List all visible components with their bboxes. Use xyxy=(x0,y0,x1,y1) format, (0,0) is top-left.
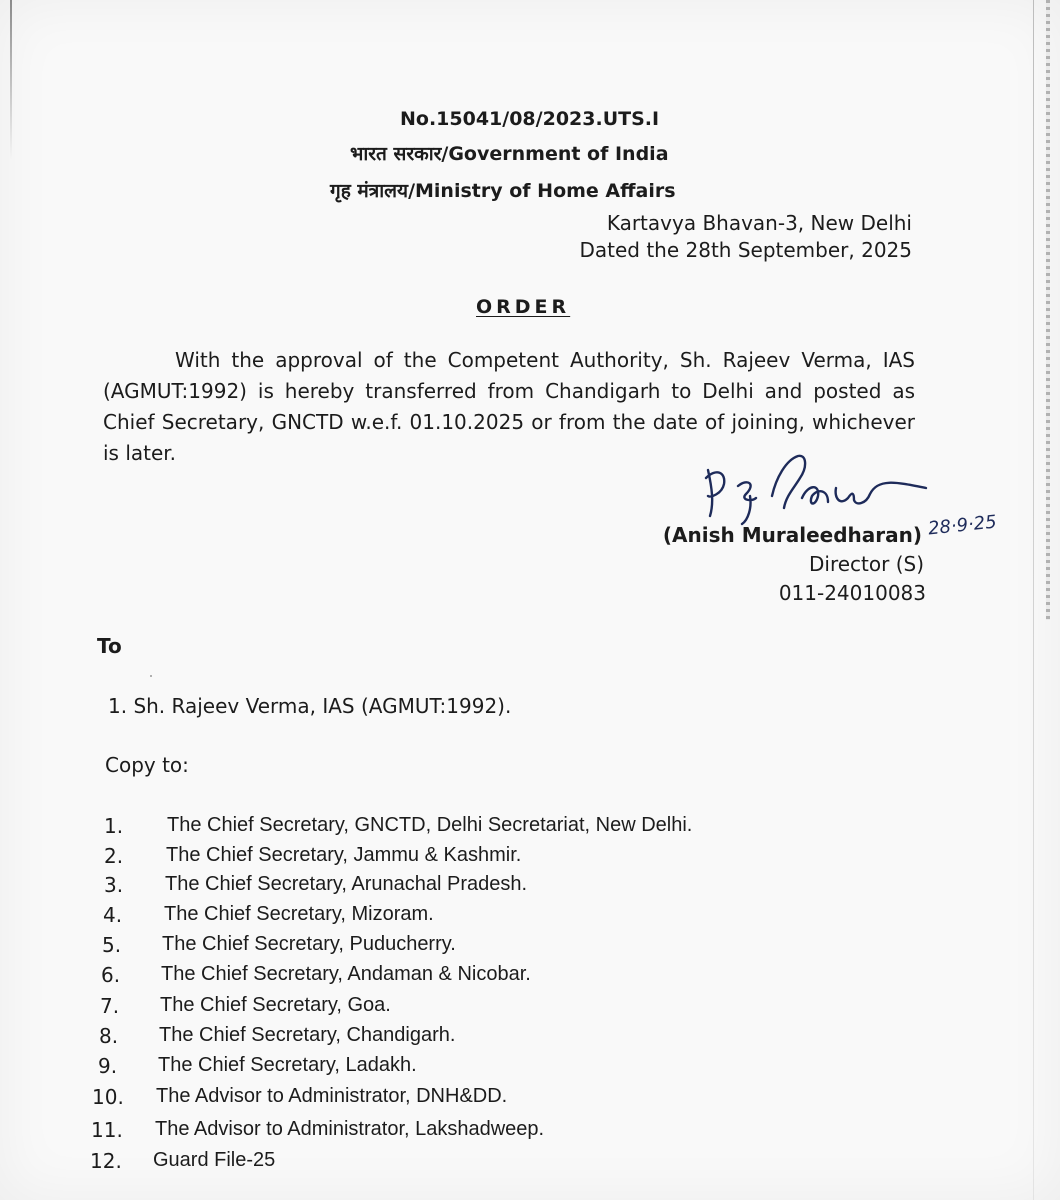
copy-item-text: The Chief Secretary, Puducherry. xyxy=(162,933,456,955)
copy-item-number: 6. xyxy=(101,963,121,987)
copy-item-number: 2. xyxy=(104,844,124,868)
copy-item-text: The Chief Secretary, Arunachal Pradesh. xyxy=(165,873,528,895)
copy-item-text: The Chief Secretary, Mizoram. xyxy=(164,903,434,925)
paper-speck xyxy=(150,675,152,677)
signatory-phone: 011-24010083 xyxy=(778,581,926,605)
copy-item-text: The Advisor to Administrator, Lakshadweep. xyxy=(155,1118,545,1140)
signature-date: 28·9·25 xyxy=(927,511,998,540)
copy-to-label: Copy to: xyxy=(105,753,189,777)
copy-item-text: The Chief Secretary, Jammu & Kashmir. xyxy=(166,844,522,866)
copy-item-number: 4. xyxy=(103,903,123,927)
copy-item-number: 5. xyxy=(102,933,122,957)
copy-item-number: 10. xyxy=(92,1085,124,1109)
government-heading: भारत सरकार/Government of India xyxy=(350,143,669,165)
copy-item-text: The Chief Secretary, Ladakh. xyxy=(158,1054,417,1076)
order-date: Dated the 28th September, 2025 xyxy=(579,238,912,262)
ministry-heading: गृह मंत्रालय/Ministry of Home Affairs xyxy=(330,180,676,202)
to-label: To xyxy=(97,634,122,658)
signatory-designation: Director (S) xyxy=(809,552,924,576)
copy-item-text: The Chief Secretary, Chandigarh. xyxy=(159,1024,456,1046)
copy-item-text: The Chief Secretary, GNCTD, Delhi Secretariat, New Delhi. xyxy=(167,814,693,836)
handwritten-signature xyxy=(690,448,950,528)
copy-item-number: 12. xyxy=(90,1149,122,1173)
page-edge-left xyxy=(10,0,12,160)
to-recipient: 1. Sh. Rajeev Verma, IAS (AGMUT:1992). xyxy=(108,694,512,718)
copy-item-number: 7. xyxy=(100,994,120,1018)
copy-item-number: 8. xyxy=(99,1024,119,1048)
copy-item-number: 11. xyxy=(91,1118,123,1142)
order-body: With the approval of the Competent Authority, Sh. Rajeev Verma, IAS (AGMUT:1992) is hereby transferred from Chandigarh to Delhi and posted as Chief Secretary, GNCTD w.e.f. 01.10.2025 or from the date of joining, whichever is later. xyxy=(103,348,915,465)
order-title: ORDER xyxy=(476,296,571,318)
copy-item-number: 3. xyxy=(104,873,124,897)
copy-item-text: The Chief Secretary, Goa. xyxy=(160,994,391,1016)
office-address: Kartavya Bhavan-3, New Delhi xyxy=(606,211,912,235)
signatory-name: (Anish Muraleedharan) xyxy=(662,523,922,547)
binding-edge xyxy=(1046,0,1050,620)
file-number: No.15041/08/2023.UTS.I xyxy=(400,108,660,130)
copy-item-text: The Chief Secretary, Andaman & Nicobar. xyxy=(161,963,531,985)
copy-item-text: The Advisor to Administrator, DNH&DD. xyxy=(156,1085,508,1107)
copy-item-number: 9. xyxy=(98,1054,118,1078)
page-fold-line xyxy=(1033,0,1034,1200)
copy-item-number: 1. xyxy=(104,814,124,838)
copy-item-text: Guard File-25 xyxy=(153,1149,276,1171)
